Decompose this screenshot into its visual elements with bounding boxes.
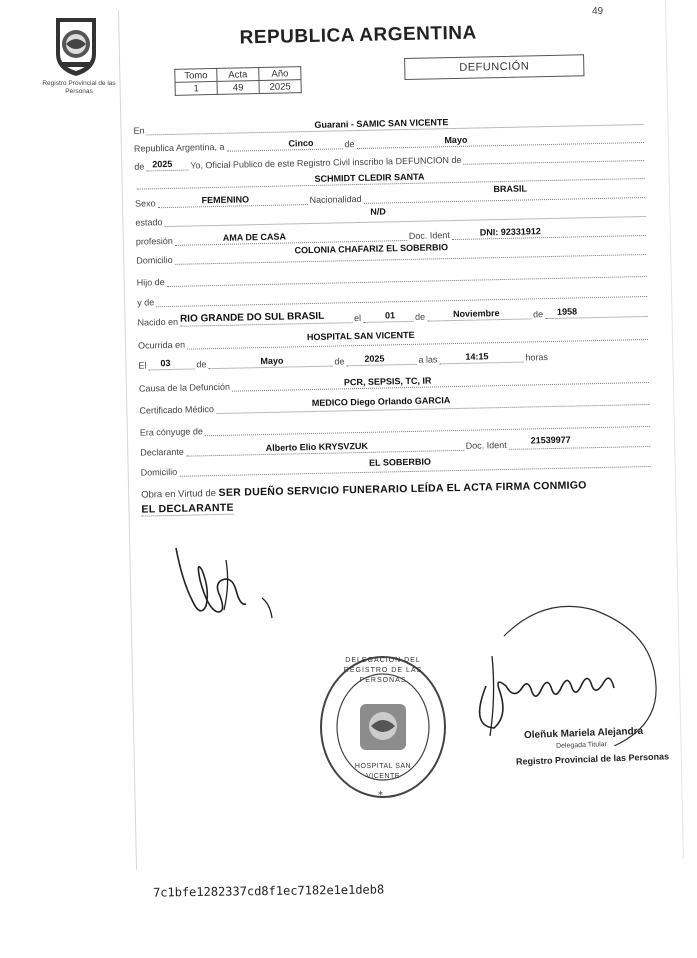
acta-value: 49 xyxy=(217,81,259,95)
certificado-value: MEDICO Diego Orlando GARCIA xyxy=(311,395,451,409)
de2-label: de xyxy=(134,161,145,172)
causa-value: PCR, SEPSIS, TC, IR xyxy=(343,375,432,388)
nacido-value: RIO GRANDE DO SUL BRASIL xyxy=(179,310,325,325)
domicilio-value: COLONIA CHAFARIZ EL SOBERBIO xyxy=(294,242,449,256)
nac-mes: Noviembre xyxy=(452,308,500,320)
document-title: REPUBLICA ARGENTINA xyxy=(239,22,477,49)
official-name: Oleñuk Mariela Alejandra xyxy=(523,725,644,742)
official-stamp xyxy=(316,652,450,802)
def-hora: 14:15 xyxy=(465,351,489,362)
anio-inscripcion: 2025 xyxy=(152,158,173,170)
obra-value-1: SER DUEÑO SERVICIO FUNERARIO LEÍDA EL ACTA FIRMA CONMIGO xyxy=(218,479,587,499)
provincial-logo xyxy=(48,14,104,78)
estado-label: estado xyxy=(135,217,163,228)
de-label: de xyxy=(344,139,355,150)
doc2-value: 21539977 xyxy=(530,434,571,446)
declarante-value: Alberto Elio KRYSVZUK xyxy=(265,440,369,454)
ocurrida-value: HOSPITAL SAN VICENTE xyxy=(306,329,415,343)
nac-dia: 01 xyxy=(384,310,396,321)
svg-text:*: * xyxy=(378,790,383,801)
en-value: Guarani - SAMIC SAN VICENTE xyxy=(314,117,449,130)
de-label: de xyxy=(532,309,544,320)
official-role: Delegada Titular xyxy=(555,741,608,750)
de-label: de xyxy=(334,356,345,367)
sexo-value: FEMENINO xyxy=(201,194,250,206)
horas-label: horas xyxy=(525,352,549,363)
a-las-label: a las xyxy=(418,354,438,365)
doc2-label: Doc. Ident xyxy=(465,439,507,451)
el2-label: El xyxy=(138,360,147,371)
table-header: Año xyxy=(259,67,301,81)
def-mes: Mayo xyxy=(260,355,284,367)
domicilio2-label: Domicilio xyxy=(140,466,178,478)
republica-label: Republica Argentina, a xyxy=(133,141,225,154)
profesion-label: profesión xyxy=(135,235,173,247)
document-hash: 7c1bfe1282337cd8f1ec7182e1e1deb8 xyxy=(152,882,385,900)
de-label: de xyxy=(414,311,426,322)
record-type-box: DEFUNCIÓN xyxy=(404,54,584,80)
table-header: Tomo xyxy=(175,68,217,82)
obra-label: Obra en Virtud de xyxy=(141,488,217,501)
declarant-signature xyxy=(166,540,286,635)
stamp-ring-text: DELEGACION DEL REGISTRO DE LAS PERSONAS xyxy=(343,657,423,684)
tomo-value: 1 xyxy=(175,81,217,95)
dia-value: Cinco xyxy=(288,137,314,149)
profesion-value: AMA DE CASA xyxy=(222,231,287,243)
ocurrida-label: Ocurrida en xyxy=(137,339,186,351)
obra-value-2: EL DECLARANTE xyxy=(141,501,234,516)
nacido-label: Nacido en xyxy=(137,316,179,328)
record-table xyxy=(174,66,302,96)
el-label: el xyxy=(353,312,362,324)
field-obra xyxy=(141,477,656,518)
doc-label: Doc. Ident xyxy=(408,230,450,241)
nac-anio: 1958 xyxy=(556,306,578,317)
logo-caption: Registro Provincial de las Personas xyxy=(42,80,116,95)
yo-text: Yo, Oficial Publico de este Registro Civil inscribo la DEFUNCION de xyxy=(190,154,462,171)
en-label: En xyxy=(133,125,145,136)
def-dia: 03 xyxy=(160,357,171,369)
domicilio2-value: EL SOBERBIO xyxy=(368,456,432,468)
causa-label: Causa de la Defunción xyxy=(138,381,231,394)
certificado-label: Certificado Médico xyxy=(139,404,215,416)
official-office: Registro Provincial de las Personas xyxy=(515,751,670,767)
stamp-inner-text: HOSPITAL SAN VICENTE xyxy=(354,763,412,780)
estado-value: N/D xyxy=(370,206,386,217)
hijo-label: Hijo de xyxy=(136,277,165,288)
sexo-label: Sexo xyxy=(134,198,156,209)
def-anio: 2025 xyxy=(364,353,385,364)
doc-value: DNI: 92331912 xyxy=(479,226,541,238)
nacionalidad-value: BRASIL xyxy=(493,183,527,195)
anio-value: 2025 xyxy=(259,80,301,94)
nacionalidad-label: Nacionalidad xyxy=(309,193,362,206)
y-de-label: y de xyxy=(137,297,155,308)
nombre-value: SCHMIDT CLEDIR SANTA xyxy=(314,171,425,184)
page-number: 49 xyxy=(592,6,604,17)
mes-value: Mayo xyxy=(444,134,468,146)
domicilio-label: Domicilio xyxy=(136,254,173,266)
de-label: de xyxy=(196,359,207,370)
table-header: Acta xyxy=(217,68,259,82)
conyuge-label: Era cónyuge de xyxy=(139,426,203,438)
declarante-label: Declarante xyxy=(140,446,184,458)
